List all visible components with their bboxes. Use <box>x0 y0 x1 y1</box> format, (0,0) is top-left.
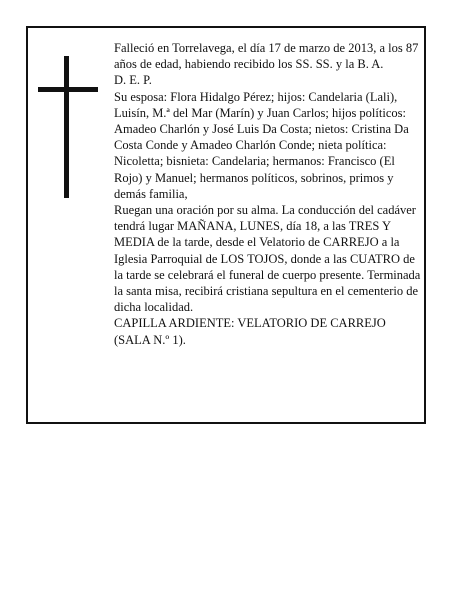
cross-horizontal-bar <box>38 87 98 92</box>
family-list: Su esposa: Flora Hidalgo Pérez; hijos: Candelaria (Lali), Luisín, M.ª del Mar (Marín) y Juan Carlos; hijos políticos: Amadeo Charlón y José Luis Da Costa; nietos: Cristina Da Costa Conde y Amadeo Charlón Conde; nieta política: Nicoletta; bisnieta: Candelaria; hermanos: Francisco (El Rojo) y Manuel; hermanos políticos, sobrinos, primos y demás familia, <box>114 89 409 201</box>
funeral-details: Ruegan una oración por su alma. La conducción del cadáver tendrá lugar MAÑANA, LUNES, día 18, a las TRES Y MEDIA de la tarde, desde el Velatorio de CARREJO a la Iglesia Parroquial de LOS TOJOS, donde a las CUATRO de la tarde se celebrará el funeral de cuerpo presente. Terminada la santa misa, recibirá cristiana sepultura en el cementerio de dicha localidad. <box>114 203 421 315</box>
death-announcement: Falleció en Torrelavega, el día 17 de marzo de 2013, a los 87 años de edad, habiendo recibido los SS. SS. y la B. A. <box>114 41 419 72</box>
chapel-info: CAPILLA ARDIENTE: VELATORIO DE CARREJO (SALA N.º 1). <box>114 316 386 347</box>
rip-line: D. E. P. <box>114 73 152 88</box>
cross-vertical-bar <box>64 56 69 198</box>
notice-text <box>114 40 421 348</box>
obituary-notice <box>26 26 426 424</box>
cross-icon <box>38 56 98 198</box>
